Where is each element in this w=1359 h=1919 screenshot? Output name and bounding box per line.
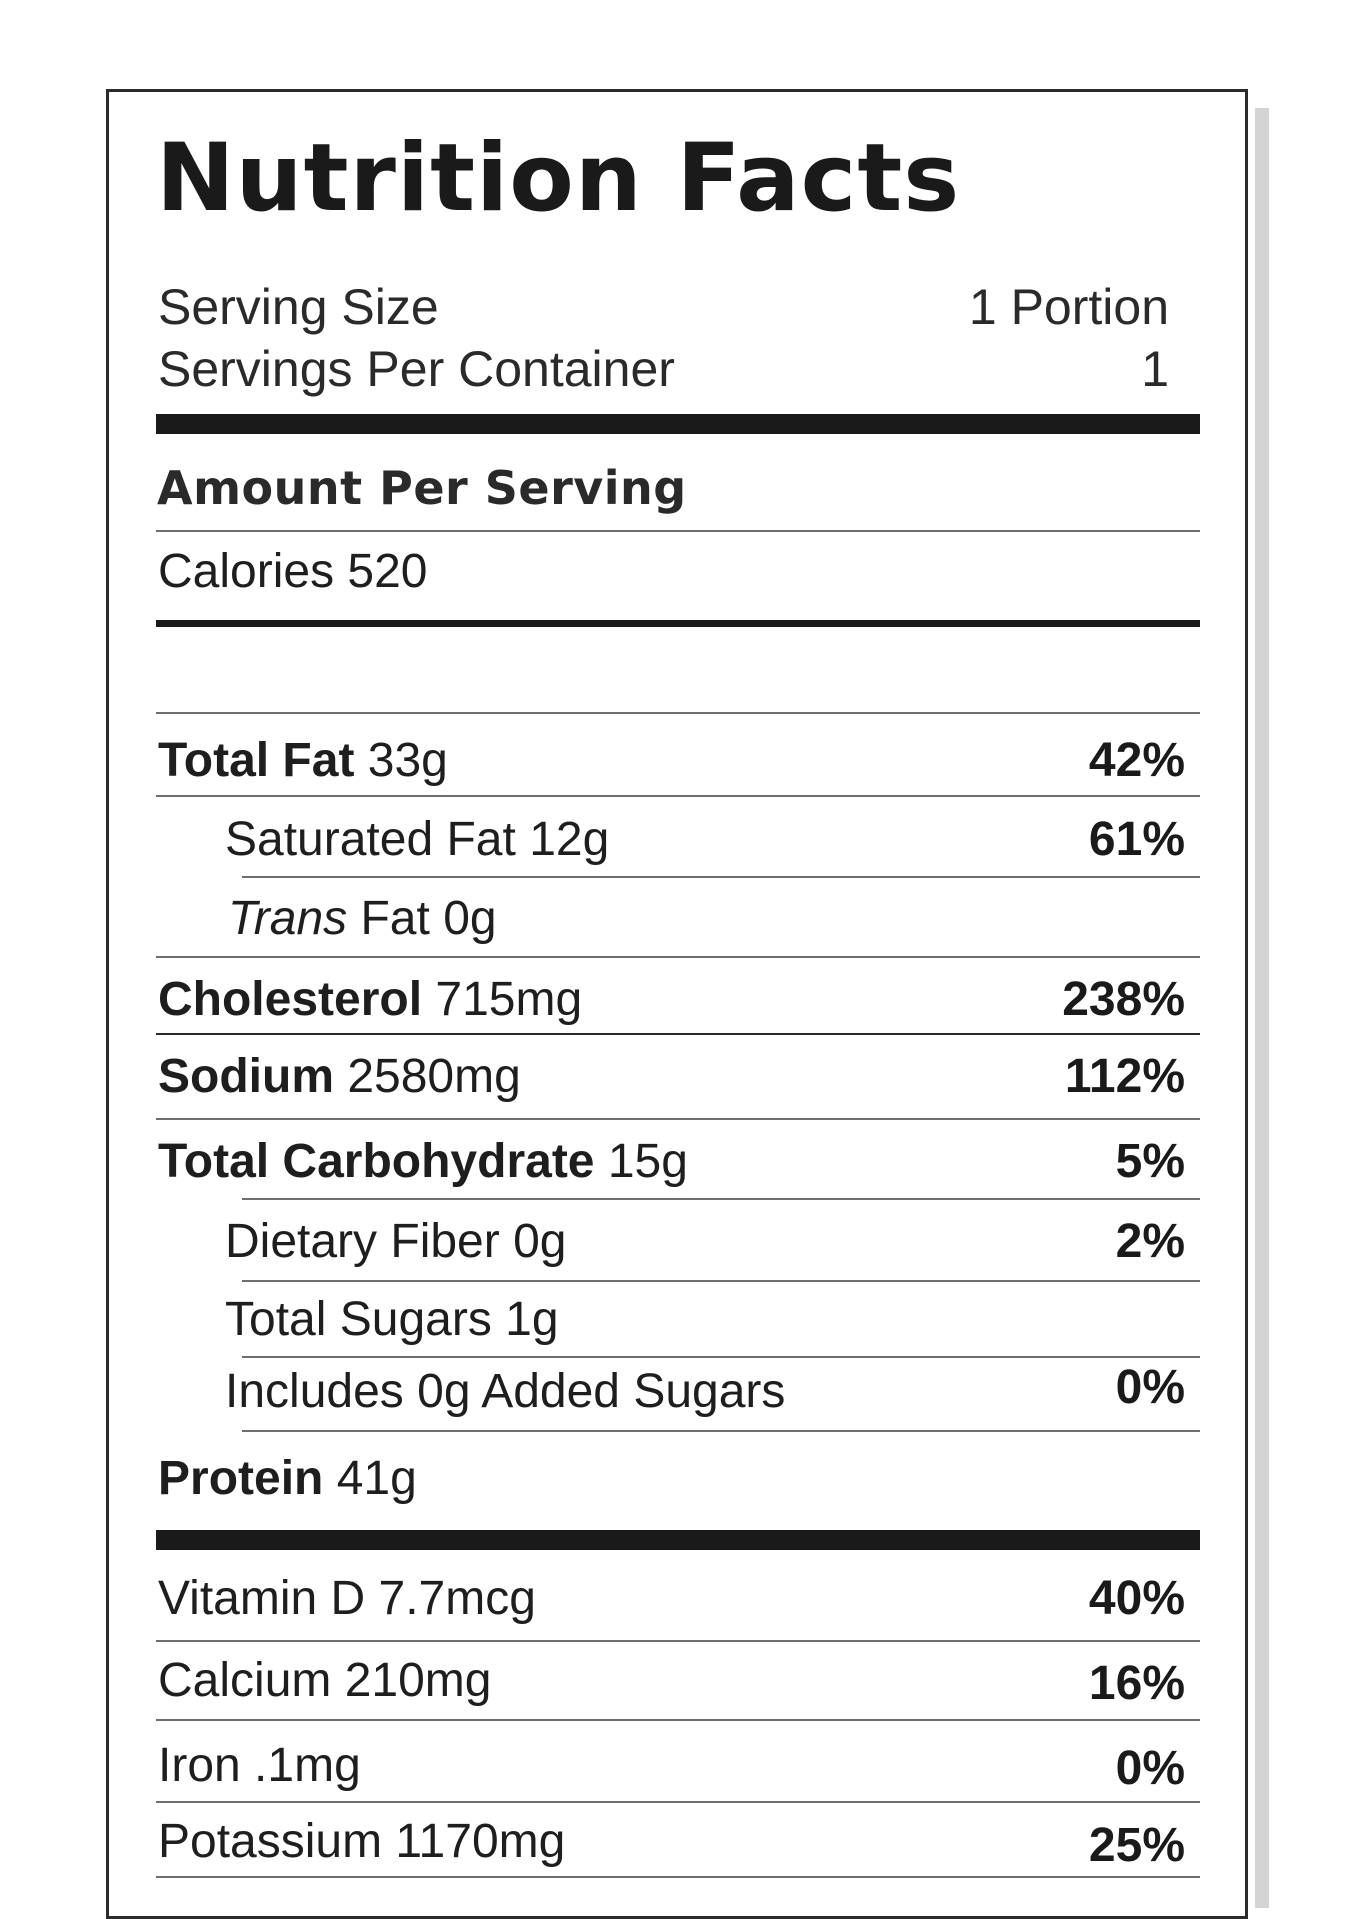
thick-divider-vitamins [156,1530,1200,1550]
saturated-fat-name: Saturated Fat [225,813,516,866]
total-sugars-name: Total Sugars [225,1293,492,1346]
sodium-name: Sodium [158,1050,334,1103]
divider [156,1801,1200,1803]
divider [156,1876,1200,1878]
sodium-row [158,1050,521,1103]
trans-fat-amount: 0g [443,892,497,945]
trans-fat-row [228,892,497,945]
total-fat-dv: 42% [1088,734,1185,787]
divider [156,530,1200,532]
protein-name: Protein [158,1452,324,1505]
vitamin-d-row: Vitamin D 7.7mcg [158,1572,536,1625]
total-carbohydrate-name: Total Carbohydrate [158,1135,595,1188]
divider [156,712,1200,714]
protein-amount: 41g [336,1452,417,1505]
cholesterol-amount: 715mg [435,973,583,1026]
dietary-fiber-row [225,1215,567,1268]
calcium-dv: 16% [1088,1657,1185,1710]
calories-value: 520 [347,545,428,598]
iron-dv: 0% [1115,1742,1185,1795]
dietary-fiber-name: Dietary Fiber [225,1215,500,1268]
saturated-fat-row [225,813,610,866]
servings-per-container-label: Servings Per Container [158,341,675,397]
divider [242,1280,1200,1282]
nutrition-facts-title: Nutrition Facts [156,124,961,233]
calories-label: Calories [158,545,335,598]
thick-divider-top [156,414,1200,434]
servings-per-container-value: 1 [1141,341,1169,397]
divider [156,1118,1200,1120]
saturated-fat-dv: 61% [1088,813,1185,866]
dietary-fiber-amount: 0g [513,1215,567,1268]
cholesterol-name: Cholesterol [158,973,423,1026]
dietary-fiber-dv: 2% [1115,1215,1185,1268]
panel-shadow [1255,108,1269,1908]
cholesterol-dv: 238% [1062,973,1185,1026]
potassium-row: Potassium 1170mg [158,1815,566,1868]
medium-divider [156,620,1200,627]
calcium-row: Calcium 210mg [158,1654,492,1707]
total-carbohydrate-amount: 15g [607,1135,688,1188]
total-sugars-row [225,1293,559,1346]
divider [242,1356,1200,1358]
divider [242,1430,1200,1432]
trans-fat-name: Fat [360,892,430,945]
divider [156,956,1200,958]
total-fat-amount: 33g [367,734,448,787]
amount-per-serving-heading: Amount Per Serving [157,461,687,515]
divider [242,876,1200,878]
serving-size-value: 1 Portion [968,279,1169,335]
added-sugars-dv: 0% [1115,1361,1185,1414]
sodium-amount: 2580mg [347,1050,521,1103]
divider [156,1640,1200,1642]
divider [156,1033,1200,1035]
cholesterol-row [158,973,583,1026]
total-sugars-amount: 1g [505,1293,559,1346]
saturated-fat-amount: 12g [529,813,610,866]
added-sugars-row: Includes 0g Added Sugars [225,1365,786,1418]
calories-row [158,545,428,598]
trans-fat-italic: Trans [228,892,348,945]
iron-row: Iron .1mg [158,1739,361,1792]
divider [156,1719,1200,1721]
protein-row [158,1452,417,1505]
divider [242,1198,1200,1200]
total-carbohydrate-row [158,1135,688,1188]
total-fat-row [158,734,448,787]
serving-size-label: Serving Size [158,279,439,335]
sodium-dv: 112% [1064,1050,1185,1103]
total-fat-name: Total Fat [158,734,355,787]
divider [156,795,1200,797]
total-carbohydrate-dv: 5% [1115,1135,1185,1188]
vitamin-d-dv: 40% [1088,1572,1185,1625]
potassium-dv: 25% [1088,1819,1185,1872]
